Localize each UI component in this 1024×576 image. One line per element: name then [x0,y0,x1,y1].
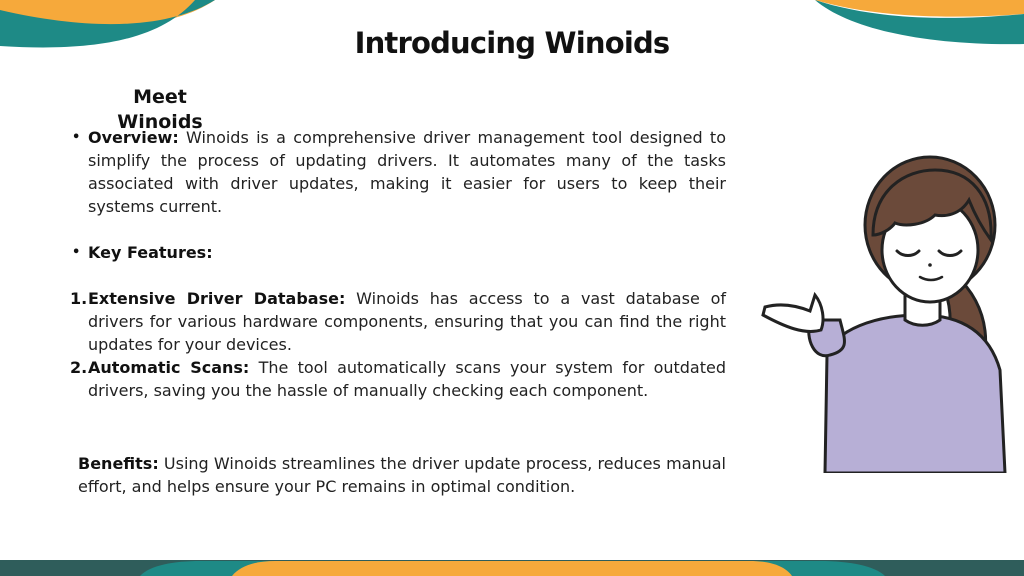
overview-text: Winoids is a comprehensive driver management tool designed to simplify the process of updating drivers. It automates many of the tasks associated with driver updates, making it easier for users to keep their systems current. [88,128,726,216]
key-features-heading-item [70,241,726,264]
slide-subtitle: Meet Winoids [117,86,203,133]
key-features-label: Key Features: [88,243,213,262]
bullet-icon: • [72,130,81,145]
bullet-icon: • [72,245,81,260]
open-hand [763,295,823,332]
bottom-orange-wave [232,561,792,576]
feature-item [70,356,726,402]
benefits-label: Benefits: [78,454,159,473]
sweater [825,315,1005,473]
overview-item [70,126,726,218]
bottom-dark-band [0,560,1024,576]
benefits-text: Using Winoids streamlines the driver update process, reduces manual effort, and helps ensure your PC remains in optimal condition. [78,454,726,496]
bottom-teal-wave [140,561,885,576]
overview-label: Overview: [88,128,179,147]
feature-label: Extensive Driver Database: [88,289,346,308]
slide-title: Introducing Winoids [354,26,670,60]
presenter-girl-illustration [755,155,1024,473]
main-content [70,126,726,402]
overview-text-block [88,126,726,218]
feature-text: The tool automatically scans your system for outdated drivers, saving you the hassle of manually checking each component. [88,358,727,400]
top-right-orange-wave [815,0,1024,17]
feature-item [70,287,726,356]
top-left-orange-wave [0,0,215,26]
nose [928,263,932,267]
feature-number: 2. [70,358,88,377]
feature-number: 1. [70,289,88,308]
feature-label: Automatic Scans: [88,358,250,377]
benefits-paragraph [78,452,726,498]
feature-text: Winoids has access to a vast database of drivers for various hardware components, ensuring that you can find the right updates for your devices. [88,289,726,354]
